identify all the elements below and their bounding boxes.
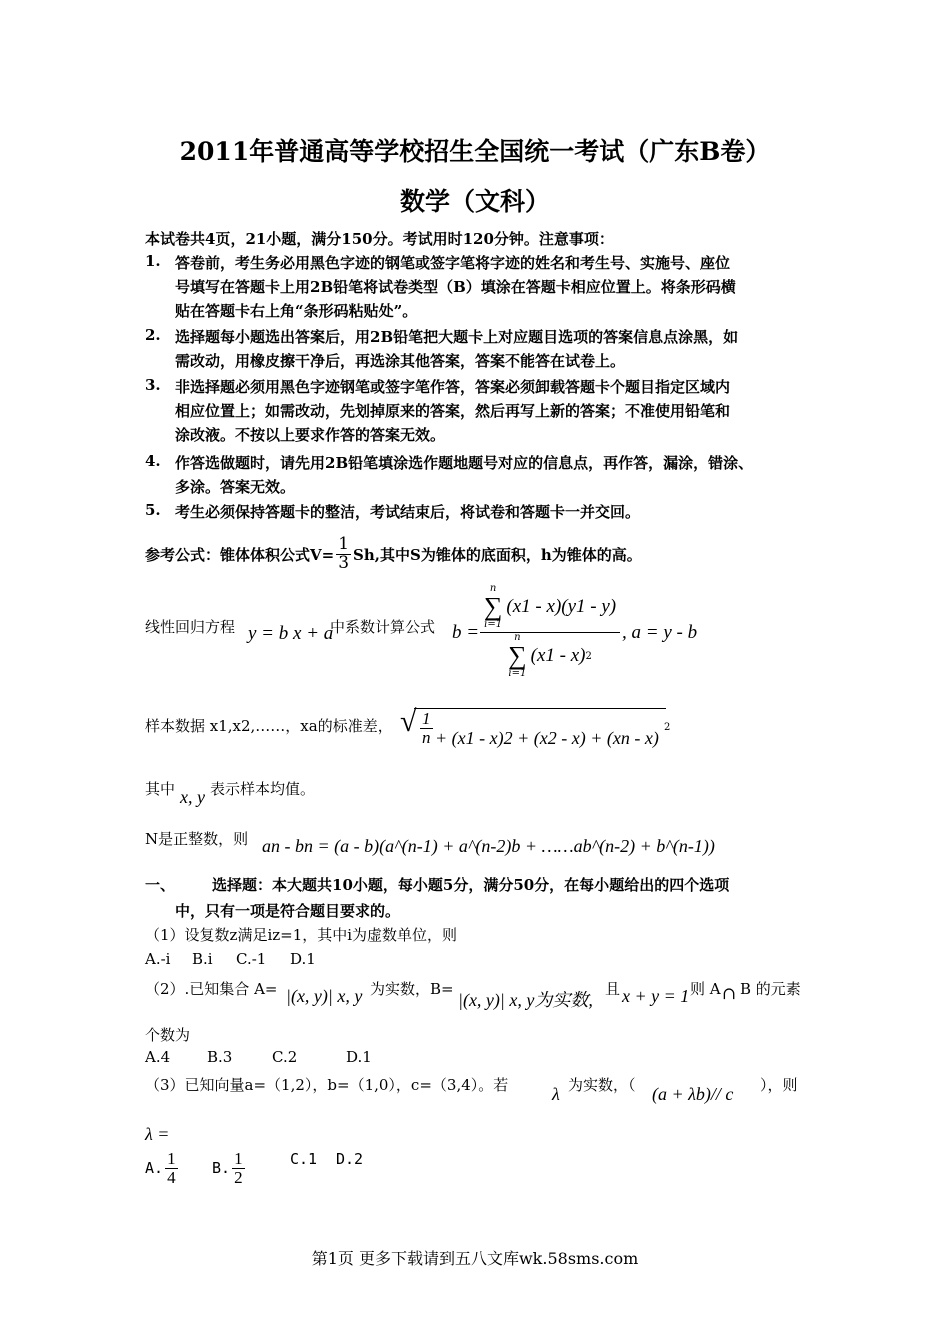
regression-equation: y = b x + a — [248, 623, 334, 644]
option: C.-1 — [236, 950, 267, 968]
regression-denominator: (x1 - x) — [530, 645, 586, 666]
identity-expression: an - bn = (a - b)(a^(n-1) + a^(n-2)b + ……ab^(n-2) + b^(n-1)) — [262, 836, 715, 856]
page-title: 2011年普通高等学校招生全国统一考试（广东B卷） — [179, 137, 771, 166]
note-number: 2. — [145, 326, 161, 344]
option-fraction — [165, 1150, 178, 1187]
regression-label: 线性回归方程 — [145, 618, 236, 636]
reference-fraction — [336, 536, 351, 573]
mean-post: 表示样本均值。 — [210, 780, 316, 798]
identity-pre: N是正整数，则 — [145, 830, 249, 848]
fraction-numerator: 1 — [167, 1149, 176, 1168]
question-2-stem: （2）.已知集合 A= — [145, 980, 278, 998]
note-line: 答卷前，考生务必用黑色字迹的钢笔或签字笔将字迹的姓名和考生号、实施号、座位 — [175, 254, 731, 272]
a-hat-eq: , a = y - b — [622, 622, 698, 643]
sum-upper: n — [514, 632, 521, 643]
sqrt-icon: √ — [400, 705, 417, 738]
reference-formula — [145, 536, 642, 573]
note-line: 贴在答题卡右上角“条形码粘贴处”。 — [175, 302, 418, 320]
stddev-fraction — [418, 710, 435, 747]
option: B.i — [192, 950, 213, 968]
section-heading-line1: 选择题：本大题共10小题，每小题5分，满分50分，在每小题给出的四个选项 — [212, 876, 730, 894]
option — [336, 1150, 363, 1168]
option: A.4 — [145, 1048, 171, 1066]
set-a: |(x, y)| x, y — [286, 986, 363, 1006]
note-line: 号填写在答题卡上用2B铅笔将试卷类型（B）填涂在答题卡相应位置上。将条形码横 — [175, 278, 736, 296]
intro-text: 本试卷共4页，21小题，满分150分。考试用时120分钟。注意事项： — [145, 230, 614, 248]
fraction-denominator: 4 — [167, 1167, 176, 1187]
set-b: |(x, y)| x, y为实数, — [458, 990, 593, 1010]
intersection-icon: ∩ — [722, 984, 737, 1004]
option — [145, 1150, 180, 1187]
note-line: 涂改液。不按以上要求作答的答案无效。 — [175, 426, 446, 444]
question-2-line2: 个数为 — [145, 1026, 191, 1044]
sum-upper: n — [489, 583, 497, 594]
stddev-expression: + (x1 - x)2 + (x2 - x) + (xn - x) — [435, 728, 659, 748]
option-label: D.2 — [336, 1150, 364, 1168]
note-line: 需改动，用橡皮擦干净后，再选涂其他答案，答案不能答在试卷上。 — [175, 352, 626, 370]
sum-symbol: ∑ — [483, 592, 503, 621]
vector-condition: (a + λb)// c — [652, 1084, 734, 1104]
question-3-post: ），则 — [760, 1076, 798, 1094]
section-heading-line2: 中，只有一项是符合题目要求的。 — [175, 902, 401, 920]
note-number: 1. — [145, 252, 161, 270]
note-number: 5. — [145, 501, 161, 519]
reference-post: Sh,其中S为锥体的底面积，h为锥体的高。 — [353, 545, 642, 564]
question-3-mid: 为实数，（ — [568, 1076, 636, 1094]
option-label: B. — [212, 1159, 231, 1178]
option: B.3 — [207, 1048, 233, 1066]
question-2-mid2: 且 — [605, 980, 621, 998]
regression-label-mid: 中系数计算公式 — [330, 618, 436, 636]
fraction-numerator: 1 — [234, 1149, 243, 1168]
lambda-symbol: λ — [552, 1084, 560, 1104]
mean-vars: x, y — [180, 787, 205, 807]
note-line: 多涂。答案无效。 — [175, 478, 296, 496]
b-hat-eq: b = — [452, 622, 480, 643]
question-3-line2: λ = — [145, 1124, 170, 1144]
option-label: A. — [145, 1159, 164, 1178]
option-fraction — [232, 1150, 245, 1187]
fraction-denominator: n — [422, 727, 431, 747]
fraction-denominator: 3 — [338, 552, 350, 573]
condition: x + y = 1 — [622, 986, 690, 1006]
note-line: 考生必须保持答题卡的整洁，考试结束后，将试卷和答题卡一并交回。 — [175, 503, 641, 521]
note-line: 相应位置上；如需改动，先划掉原来的答案，然后再写上新的答案；不准使用铅笔和 — [175, 402, 731, 420]
regression-numerator: (x1 - x)(y1 - y) — [506, 596, 617, 617]
sum-lower: i=1 — [508, 668, 527, 679]
sum-symbol: ∑ — [508, 641, 527, 670]
page-subtitle: 数学（文科） — [399, 187, 550, 216]
note-number: 4. — [145, 452, 161, 470]
mean-pre: 其中 — [145, 780, 176, 798]
question-2-post2: B 的元素 — [740, 980, 801, 998]
note-number: 3. — [145, 376, 161, 394]
stddev-exponent: 2 — [664, 722, 671, 733]
option: C.2 — [272, 1048, 298, 1066]
exponent: 2 — [585, 650, 592, 662]
question-2-post: 则 A — [690, 980, 721, 998]
option — [212, 1150, 247, 1187]
option-label: C.1 — [290, 1150, 318, 1168]
option — [290, 1150, 317, 1168]
sum-lower: i=1 — [484, 619, 503, 630]
reference-pre: 参考公式：锥体体积公式V= — [145, 545, 335, 564]
note-line: 非选择题必须用黑色字迹钢笔或签字笔作答，答案必须卸载答题卡个题目指定区域内 — [175, 378, 731, 396]
fraction-numerator: 1 — [422, 709, 431, 728]
note-line: 作答选做题时，请先用2B铅笔填涂选作题地题号对应的信息点，再作答，漏涂，错涂、 — [175, 454, 754, 472]
option: D.1 — [346, 1048, 372, 1066]
sqrt-bar — [414, 708, 666, 709]
section-number: 一、 — [145, 876, 176, 894]
fraction-numerator: 1 — [338, 534, 350, 554]
page-footer: 第1页 更多下载请到五八文库wk.58sms.com — [311, 1249, 639, 1268]
option: A.-i — [145, 950, 171, 968]
question-1-stem: （1）设复数z满足iz=1，其中i为虚数单位，则 — [145, 926, 458, 944]
note-line: 选择题每小题选出答案后，用2B铅笔把大题卡上对应题目选项的答案信息点涂黑，如 — [175, 328, 739, 346]
regression-fraction — [480, 584, 620, 679]
question-2-mid: 为实数，B= — [370, 980, 454, 998]
fraction-denominator: 2 — [234, 1167, 243, 1187]
question-3-stem: （3）已知向量a=（1,2），b=（1,0），c=（3,4）。若 — [145, 1076, 509, 1094]
option: D.1 — [290, 950, 316, 968]
stddev-label: 样本数据 x1,x2,……，xa的标准差， — [145, 717, 393, 735]
